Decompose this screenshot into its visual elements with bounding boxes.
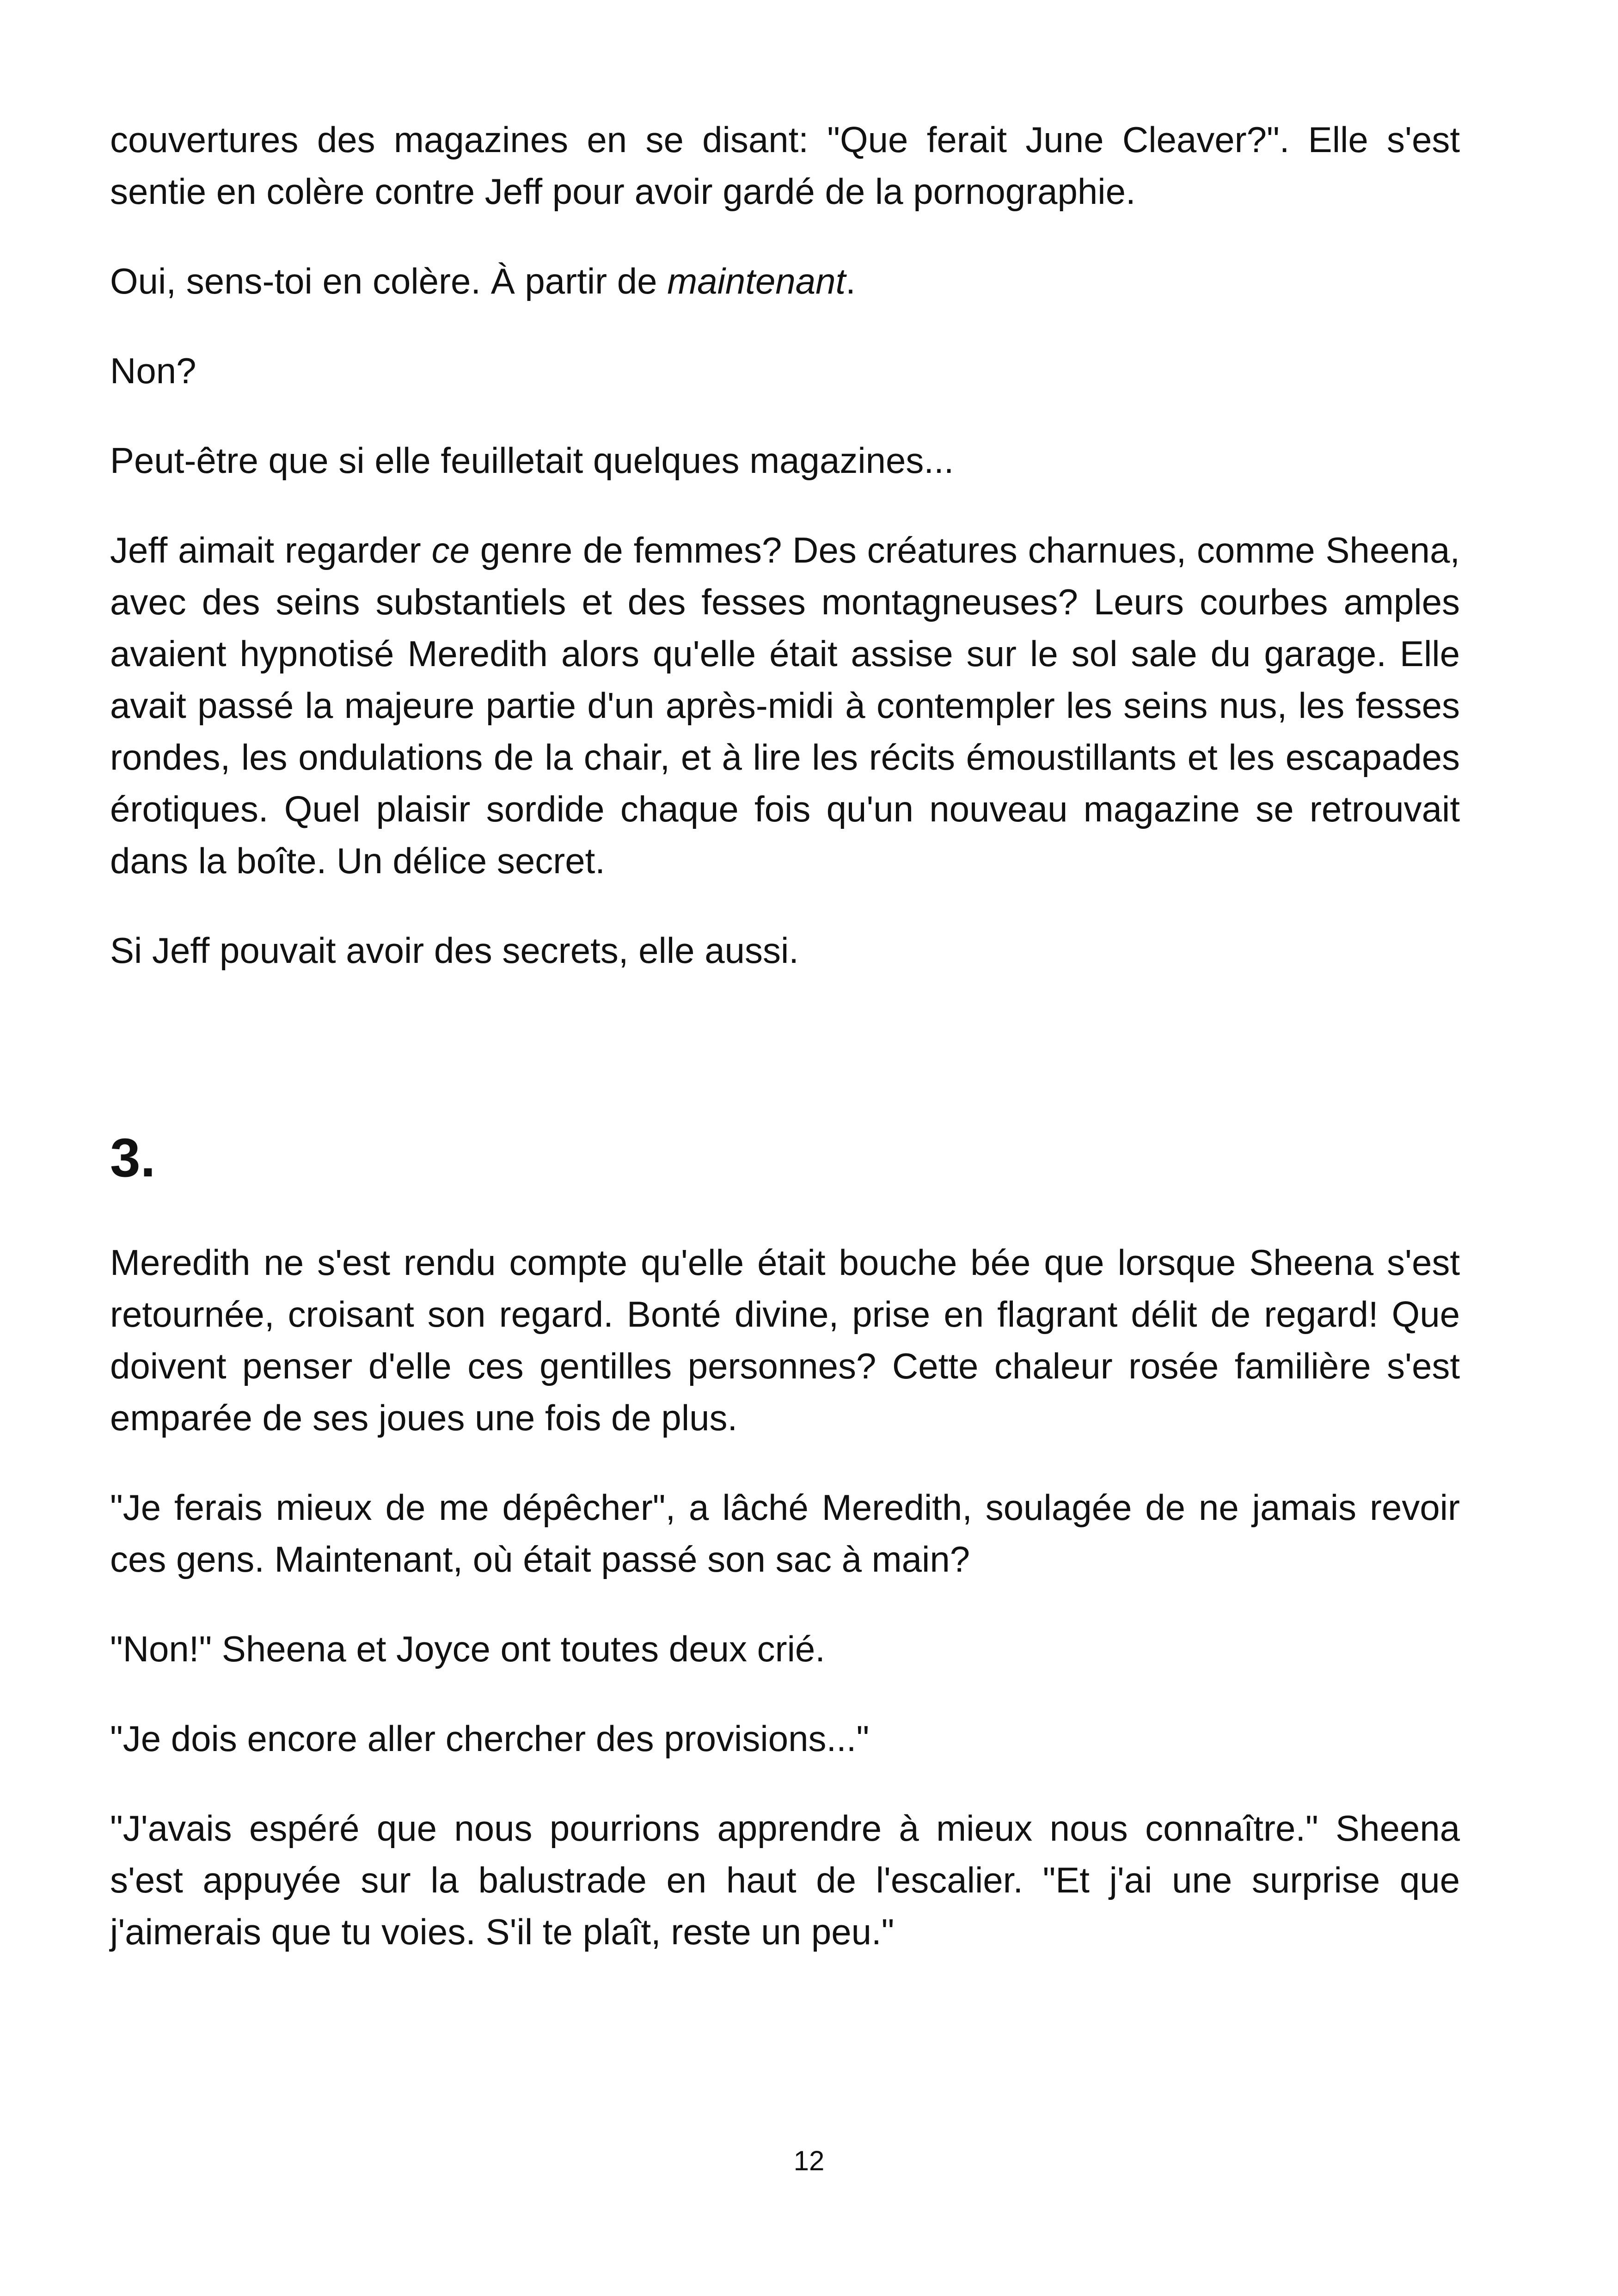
paragraph-provisions: "Je dois encore aller chercher des provisions..." [110, 1718, 870, 1759]
paragraph-be-angry [110, 255, 1460, 307]
paragraph-secrets: Si Jeff pouvait avoir des secrets, elle aussi. [110, 930, 799, 971]
paragraph-surprise: "J'avais espéré que nous pourrions apprendre à mieux nous connaître." Sheena s'est appuyée sur la balustrade en haut de l'escalier. "Et j'ai une surprise que j'aimerais que tu voies. S'il te plaît, reste un peu." [110, 1808, 1460, 1952]
emphasis-ce: ce [431, 530, 470, 570]
paragraph-non-cried: "Non!" Sheena et Joyce ont toutes deux crié. [110, 1629, 825, 1669]
emphasis-maintenant: maintenant [667, 261, 846, 301]
paragraph-peut-etre: Peut-être que si elle feuilletait quelques magazines... [110, 440, 954, 481]
paragraph-depecher: "Je ferais mieux de me dépêcher", a lâché Meredith, soulagée de ne jamais revoir ces gens. Maintenant, où était passé son sac à main? [110, 1487, 1460, 1580]
paragraph-jeff-aimait-start: Jeff aimait regarder [110, 530, 432, 570]
chapter-heading: 3. [110, 1127, 156, 1188]
paragraph-jeff-aimait [110, 524, 1460, 887]
paragraph-be-angry-end: . [846, 261, 856, 301]
paragraph-magazine-covers: couvertures des magazines en se disant: "Que ferait June Cleaver?". Elle s'est sentie en colère contre Jeff pour avoir gardé de la pornographie. [110, 119, 1460, 212]
section-one [110, 114, 1460, 976]
chapter-heading-block [110, 1128, 1460, 1188]
paragraph-be-angry-text: Oui, sens-toi en colère. À partir de [110, 261, 668, 301]
paragraph-jeff-aimait-rest: genre de femmes? Des créatures charnues, comme Sheena, avec des seins substantiels et des fesses montagneuses? Leurs courbes amples avaient hypnotisé Meredith alors qu'elle était assise sur le sol sale du garage. Elle avait passé la majeure partie d'un après-midi à contempler les seins nus, les fesses rondes, les ondulations de la chair, et à lire les récits émoustillants et les escapades érotiques. Quel plaisir sordide chaque fois qu'un nouveau magazine se retrouvait dans la boîte. Un délice secret. [110, 530, 1460, 881]
paragraph-bouche-bee: Meredith ne s'est rendu compte qu'elle était bouche bée que lorsque Sheena s'est retournée, croisant son regard. Bonté divine, prise en flagrant délit de regard! Que doivent penser d'elle ces gentilles personnes? Cette chaleur rosée familière s'est emparée de ses joues une fois de plus. [110, 1242, 1460, 1438]
section-two [110, 1237, 1460, 1958]
page-number: 12 [793, 2145, 825, 2176]
paragraph-non: Non? [110, 350, 196, 391]
